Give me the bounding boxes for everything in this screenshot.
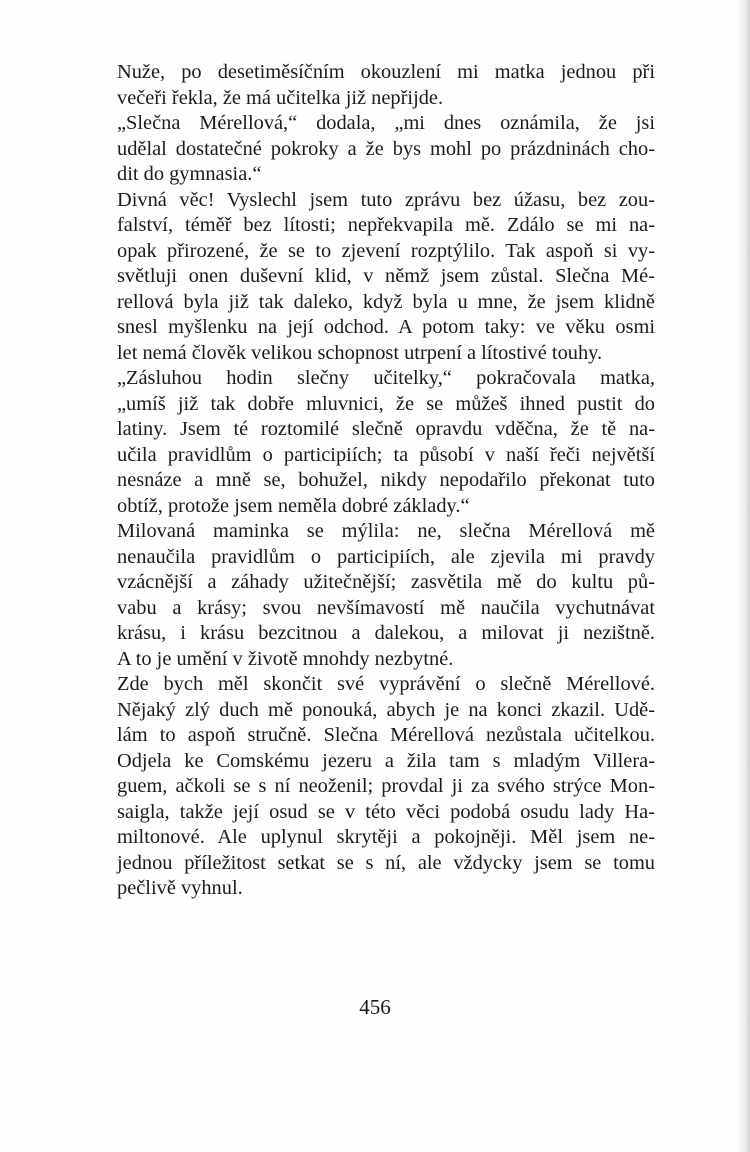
body-text: [117, 60, 655, 902]
text-line: nesnáze a mně se, bohužel, nikdy nepodařilo překonat tuto: [117, 469, 655, 491]
text-line: obtíž, protože jsem neměla dobré základy.“: [117, 494, 470, 517]
text-line: krásu, i krásu bezcitnou a dalekou, a milovat ji nezištně.: [117, 622, 655, 644]
text-line: Milovaná maminka se mýlila: ne, slečna Mérellová mě: [117, 520, 655, 542]
text-line: saigla, takže její osud se v této věci podobá osudu lady Ha-: [117, 800, 655, 823]
page-edge-shadow: [736, 0, 750, 1152]
text-line: Nuže, po desetiměsíčním okouzlení mi matka jednou při: [117, 61, 655, 83]
text-line: opak přirozené, že se to zjevení rozptýlilo. Tak aspoň si vy-: [117, 239, 655, 262]
text-line: Odjela ke Comskému jezeru a žila tam s mladým Villera-: [117, 749, 655, 772]
text-line: pečlivě vyhnul.: [117, 877, 243, 899]
paragraph: [117, 366, 655, 519]
text-line: světluji onen duševní klid, v němž jsem zůstal. Slečna Mé-: [117, 265, 655, 287]
text-line: latiny. Jsem té roztomilé slečně opravdu vděčna, že tě na-: [117, 418, 655, 440]
paragraph: [117, 519, 655, 672]
text-line: rellová byla již tak daleko, když byla u mne, že jsem klidně: [117, 290, 655, 313]
paragraph: [117, 672, 655, 902]
text-line: snesl myšlenku na její odchod. A potom taky: ve věku osmi: [117, 316, 655, 338]
text-line: večeři řekla, že má učitelka již nepřijde.: [117, 86, 444, 109]
text-line: jednou příležitost setkat se s ní, ale vždycky jsem se tomu: [117, 851, 655, 874]
text-line: A to je umění v životě mnohdy nezbytné.: [117, 647, 454, 670]
text-line: vabu a krásy; svou nevšímavostí mě naučila vychutnávat: [117, 596, 655, 619]
paragraph: [117, 60, 655, 111]
text-line: „Slečna Mérellová,“ dodala, „mi dnes oznámila, že jsi: [117, 112, 655, 134]
text-line: Nějaký zlý duch mě ponouká, abych je na konci zkazil. Udě-: [117, 698, 655, 721]
text-line: vzácnější a záhady užitečnější; zasvětila mě do kultu pů-: [117, 571, 655, 593]
text-line: udělal dostatečné pokroky a že bys mohl po prázdninách cho-: [117, 137, 655, 160]
text-line: falství, téměř bez lítosti; nepřekvapila mě. Zdálo se mi na-: [117, 214, 655, 236]
text-line: let nemá člověk velikou schopnost utrpení a lítostivé touhy.: [117, 341, 603, 364]
text-line: „umíš již tak dobře mluvnici, že se můžeš ihned pustit do: [117, 392, 655, 415]
text-line: Zde bych měl skončit své vyprávění o slečně Mérellové.: [117, 673, 655, 695]
text-line: miltonové. Ale uplynul skrytěji a pokojněji. Měl jsem ne-: [117, 826, 655, 848]
paragraph: [117, 188, 655, 367]
text-line: Divná věc! Vyslechl jsem tuto zprávu bez úžasu, bez zou-: [117, 188, 655, 211]
paragraph: [117, 111, 655, 188]
page-number: 456: [359, 995, 391, 1019]
text-line: nenaučila pravidlům o participiích, ale zjevila mi pravdy: [117, 545, 655, 568]
text-line: učila pravidlům o participiích; ta působí v naší řeči největší: [117, 443, 655, 466]
text-line: dit do gymnasia.“: [117, 163, 262, 185]
text-line: lám to aspoň stručně. Slečna Mérellová nezůstala učitelkou.: [117, 724, 655, 746]
text-line: guem, ačkoli se s ní neoženil; provdal ji za svého strýce Mon-: [117, 775, 655, 797]
text-line: „Zásluhou hodin slečny učitelky,“ pokračovala matka,: [117, 367, 655, 389]
